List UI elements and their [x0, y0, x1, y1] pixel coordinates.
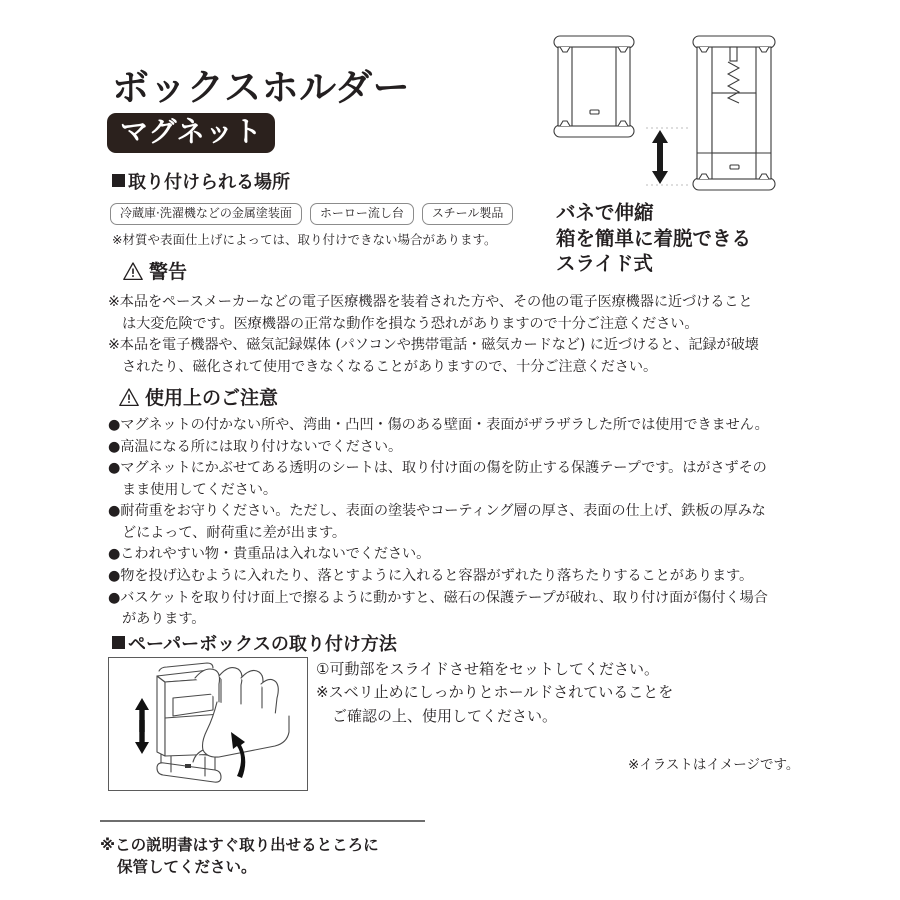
diagram-caption-line-3: スライド式: [556, 252, 653, 276]
section-heading-install: [112, 630, 397, 656]
warning-heading-label: 警告: [149, 261, 188, 283]
collapsed-holder-diagram: [554, 36, 634, 137]
caution-heading-label: 使用上のご注意: [145, 387, 279, 409]
vertical-double-arrow-icon: [652, 130, 668, 184]
diagram-caption: [556, 200, 751, 277]
place-pill-steel-product: スチール製品: [422, 203, 514, 225]
section-heading-places-label: 取り付けられる場所: [128, 172, 290, 193]
caution-line: まま使用してください。: [122, 481, 277, 498]
diagram-caption-line-2: 箱を簡単に着脱できる: [556, 226, 752, 250]
install-line: ご確認の上、使用してください。: [332, 706, 558, 725]
caution-line: ●マグネットにかぶせてある透明のシートは、取り付け面の傷を防止する保護テープです。はがさずその: [108, 460, 767, 477]
install-illustration: [108, 657, 308, 791]
caution-body: [108, 415, 828, 631]
caution-line: どによって、耐荷重に差が出ます。: [122, 524, 346, 541]
caution-heading: [118, 383, 278, 410]
warning-line: は大変危険です。医療機器の正常な動作を損なう恐れがありますので十分ご注意ください。: [122, 315, 699, 332]
install-line: ①可動部をスライドさせ箱をセットしてください。: [316, 660, 659, 678]
section-heading-install-label: ペーパーボックスの取り付け方法: [128, 634, 397, 655]
footer-line: ※この説明書はすぐ取り出せるところに: [100, 836, 379, 854]
caution-line: ●耐荷重をお守りください。ただし、表面の塗装やコーティング層の厚さ、表面の仕上げ、鉄板の厚みな: [108, 503, 766, 520]
magnet-badge: マグネット: [107, 113, 275, 153]
place-pill-enamel-sink: ホーロー流し台: [310, 203, 414, 225]
caution-line: ●高温になる所には取り付けないでください。: [108, 438, 403, 455]
square-bullet-icon: [112, 174, 125, 187]
diagram-caption-line-1: バネで伸縮: [556, 201, 654, 224]
warning-triangle-icon: [122, 261, 144, 281]
caution-line: ●マグネットの付かない所や、湾曲・凸凹・傷のある壁面・表面がザラザラした所では使用できません。: [108, 417, 769, 433]
place-pill-row: [110, 203, 513, 225]
footer-divider: [100, 820, 425, 822]
caution-line: があります。: [122, 611, 206, 628]
section-heading-places: [112, 168, 290, 194]
vertical-double-arrow-icon: [135, 698, 149, 754]
square-bullet-icon: [112, 636, 125, 649]
extended-holder-diagram: [693, 36, 775, 190]
warning-body: [108, 292, 828, 378]
warning-line: されたり、磁化されて使用できなくなることがありますので、十分ご注意ください。: [122, 358, 658, 375]
place-pill-metal-painted: 冷蔵庫·洗濯機などの金属塗装面: [110, 203, 302, 225]
warning-triangle-icon: [118, 387, 140, 407]
product-mechanism-diagram: [534, 22, 794, 197]
page-title: ボックスホルダー: [112, 66, 411, 109]
footer-line: 保管してください。: [117, 858, 257, 877]
warning-line: ※本品をペースメーカーなどの電子医療機器を装着された方や、その他の電子医療機器に近づけること: [108, 294, 753, 310]
caution-line: ●物を投げ込むように入れたり、落とすように入れると容器がずれたり落ちたりすることがあります。: [108, 568, 754, 585]
illustration-disclaimer: ※イラストはイメージです。: [628, 757, 800, 773]
warning-heading: [122, 257, 187, 284]
places-material-note: ※材質や表面仕上げによっては、取り付けできない場合があります。: [112, 232, 497, 247]
warning-line: ※本品を電子機器や、磁気記録媒体 (パソコンや携帯電話・磁気カードなど) に近づけると、記録が破壊: [108, 337, 759, 354]
install-line: ※スベリ止めにしっかりとホールドされていることを: [316, 683, 674, 702]
caution-line: ●バスケットを取り付け面上で擦るように動かすと、磁石の保護テープが破れ、取り付け面が傷付く場合: [108, 589, 768, 606]
caution-line: ●こわれやすい物・貴重品は入れないでください。: [108, 546, 431, 563]
footer-storage-note: [100, 834, 379, 879]
install-instructions: [316, 658, 673, 728]
